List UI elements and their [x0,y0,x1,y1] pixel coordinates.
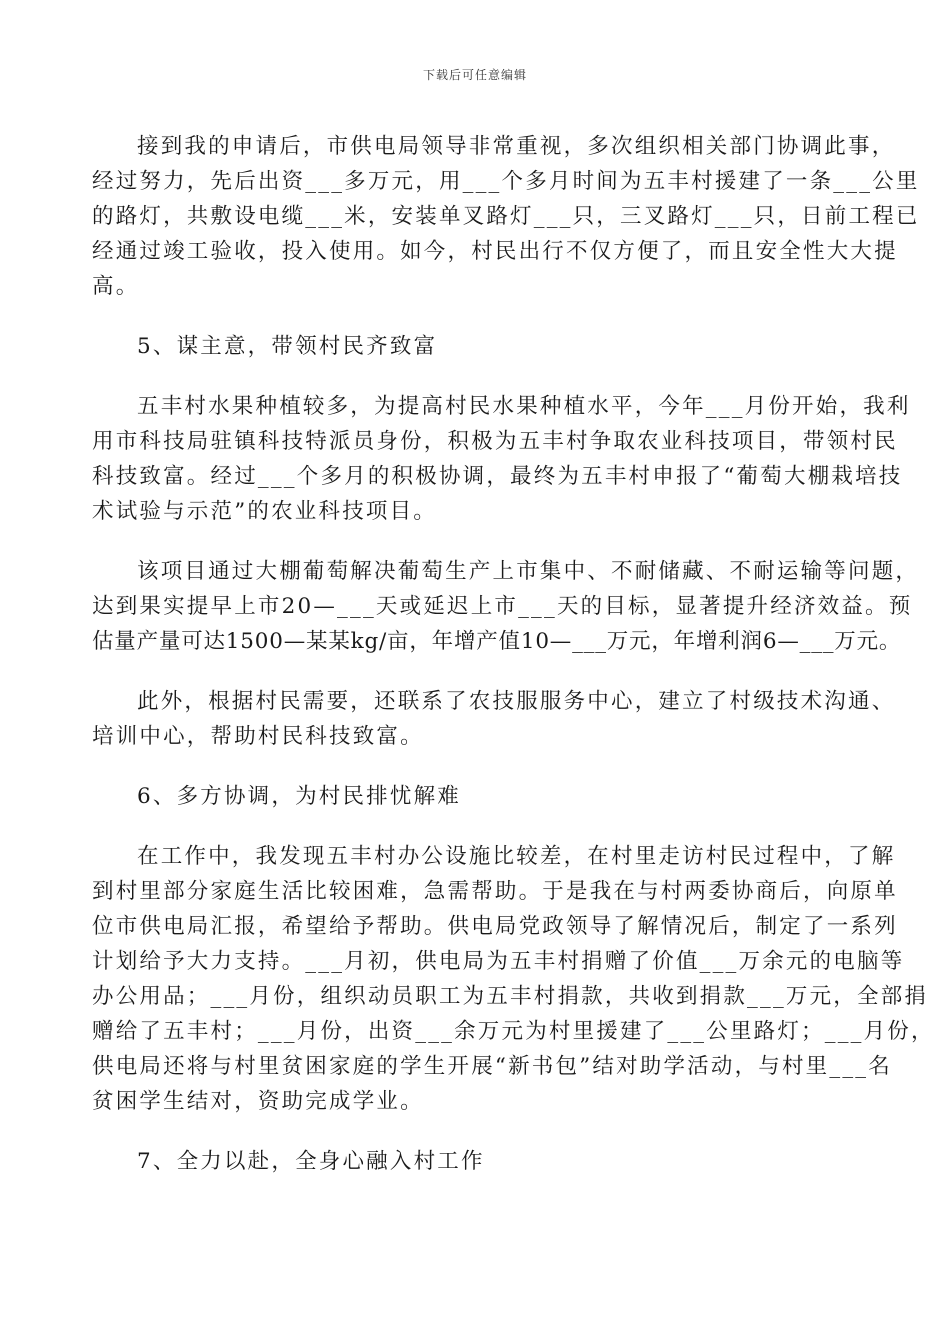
text-line: 供电局还将与村里贫困家庭的学生开展“新书包”结对助学活动，与村里___名 [92,1054,892,1079]
text-line: 五丰村水果种植较多，为提高村民水果种植水平，今年___月份开始，我利 [137,394,911,419]
text-line: 接到我的申请后，市供电局领导非常重视，多次组织相关部门协调此事， [137,134,896,159]
text-line: 到村里部分家庭生活比较困难，急需帮助。于是我在与村两委协商后，向原单 [92,879,898,904]
section-heading: 6、多方协调，为村民排忧解难 [137,784,461,809]
page-header: 下载后可任意编辑 [422,68,527,82]
text-line: 该项目通过大棚葡萄解决葡萄生产上市集中、不耐储藏、不耐运输等问题， [137,559,920,584]
text-line: 在工作中，我发现五丰村办公设施比较差，在村里走访村民过程中，了解 [137,844,896,869]
text-line: 的路灯，共敷设电缆___米，安装单叉路灯___只，三叉路灯___只，日前工程已 [92,204,920,229]
text-line: 经通过竣工验收，投入使用。如今，村民出行不仅方便了，而且安全性大大提 [92,239,898,264]
text-line: 术试验与示范”的农业科技项目。 [92,499,437,524]
text-line: 贫困学生结对，资助完成学业。 [92,1089,424,1114]
section-heading: 5、谋主意，带领村民齐致富 [137,334,438,359]
text-line: 赠给了五丰村；___月份，出资___余万元为村里援建了___公里路灯；___月份， [92,1019,935,1044]
text-line: 经过努力，先后出资___多万元，用___个多月时间为五丰村援建了一条___公里 [92,169,920,194]
text-line: 培训中心，帮助村民科技致富。 [92,724,424,749]
text-line: 达到果实提早上市20—___天或延迟上市___天的目标，显著提升经济效益。预 [92,594,913,619]
text-line: 高。 [92,274,140,299]
section-heading: 7、全力以赴，全身心融入村工作 [137,1149,485,1174]
text-line: 用市科技局驻镇科技特派员身份，积极为五丰村争取农业科技项目，带领村民 [92,429,898,454]
text-line: 办公用品；___月份，组织动员职工为五丰村捐款，共收到捐款___万元，全部捐 [92,984,929,1009]
text-line: 计划给予大力支持。___月初，供电局为五丰村捐赠了价值___万余元的电脑等 [92,949,905,974]
text-line: 此外，根据村民需要，还联系了农技服服务中心，建立了村级技术沟通、 [137,689,896,714]
text-line: 位市供电局汇报，希望给予帮助。供电局党政领导了解情况后，制定了一系列 [92,914,898,939]
text-line: 估量产量可达1500—某某kg/亩，年增产值10—___万元，年增利润6—___万元。 [92,629,902,654]
text-line: 科技致富。经过___个多月的积极协调，最终为五丰村申报了“葡萄大棚栽培技 [92,464,903,489]
